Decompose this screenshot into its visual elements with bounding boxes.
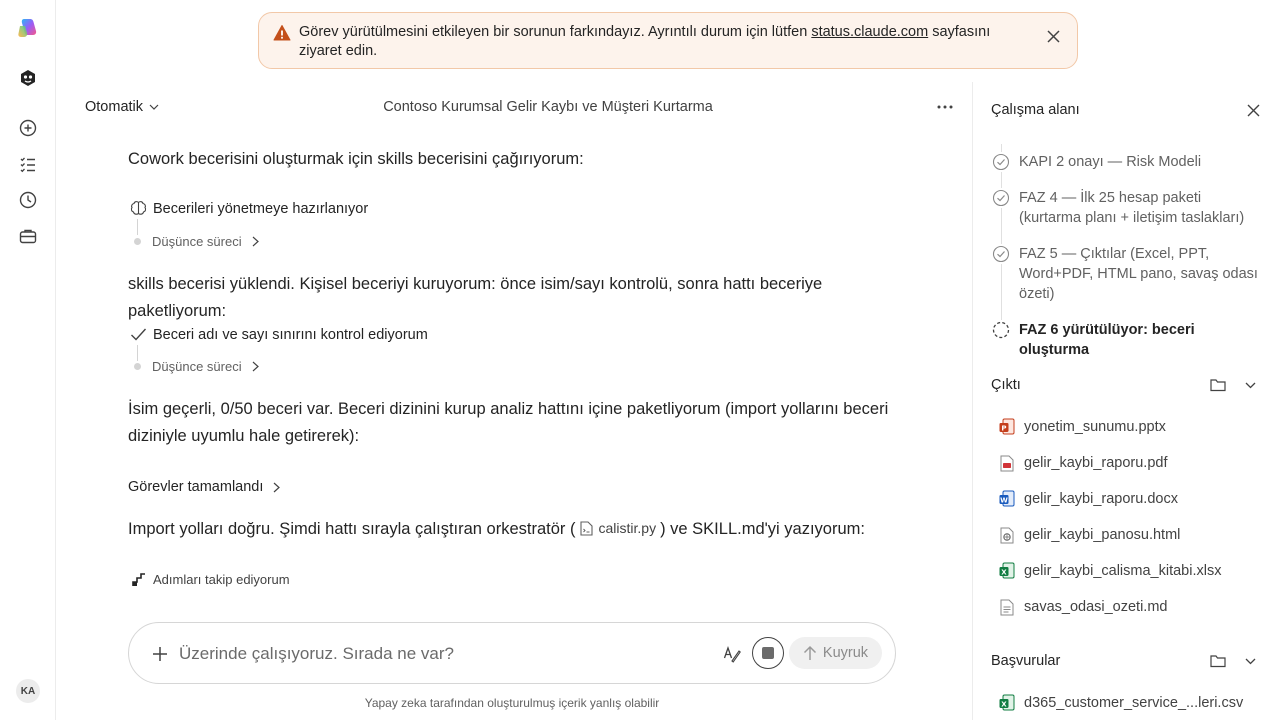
check-circle-icon [991, 188, 1011, 208]
python-file-icon [580, 521, 593, 536]
text-edit-icon [723, 645, 741, 663]
ai-disclaimer: Yapay zeka tarafından oluşturulmuş içerik yanlış olabilir [364, 696, 660, 710]
thought-label: Düşünce süreci [152, 359, 242, 374]
pptx-icon [999, 418, 1015, 436]
conversation-title: Contoso Kurumsal Gelir Kaybı ve Müşteri Kurtarma [383, 99, 713, 115]
close-icon [1047, 30, 1060, 43]
stop-button[interactable] [752, 637, 784, 669]
close-banner-button[interactable] [1043, 26, 1063, 46]
chevron-right-icon [273, 482, 280, 493]
workspace-panel [972, 82, 1280, 720]
message-text: Import yolları doğru. Şimdi hattı sırayla çalıştıran orkestratör ( [128, 520, 576, 538]
md-icon [999, 598, 1015, 616]
stop-icon [762, 647, 774, 659]
output-file-item[interactable] [999, 598, 1167, 616]
csv-icon [999, 694, 1015, 712]
assistant-message: Cowork becerisini oluşturmak için skills becerisini çağırıyorum: [128, 150, 584, 168]
milestone-label: FAZ 6 yürütülüyor: beceri oluşturma [1019, 322, 1195, 358]
queue-label: Kuyruk [822, 645, 869, 661]
step-item[interactable] [130, 200, 368, 217]
step-item[interactable] [130, 326, 428, 343]
chevron-down-icon [1245, 382, 1256, 389]
xlsx-icon [999, 562, 1015, 580]
message-composer [128, 622, 896, 684]
file-name: gelir_kaybi_panosu.html [1024, 527, 1181, 543]
tasks-completed-toggle[interactable] [128, 479, 280, 495]
check-circle-icon [991, 244, 1011, 264]
folder-icon [1210, 654, 1226, 668]
tools-button[interactable] [721, 643, 743, 665]
banner-text-before: Görev yürütülmesini etkileyen bir sorunun farkındayız. Ayrıntılı durum için lütfen [299, 24, 812, 40]
model-selector[interactable] [85, 99, 159, 115]
agent-icon[interactable] [16, 66, 40, 90]
chevron-right-icon [252, 361, 259, 372]
milestone-item [991, 152, 1261, 172]
history-clock-icon[interactable] [16, 188, 40, 212]
briefcase-icon[interactable] [16, 224, 40, 248]
milestone-item-active [991, 320, 1261, 360]
chevron-right-icon [252, 236, 259, 247]
collapse-output-button[interactable] [1239, 374, 1261, 396]
status-link[interactable]: status.claude.com [811, 24, 929, 40]
milestone-item [991, 188, 1261, 228]
check-circle-icon [991, 152, 1011, 172]
model-label: Otomatik [85, 99, 144, 115]
file-chip-label: calistir.py [598, 520, 657, 537]
warning-icon [273, 24, 291, 42]
milestone-item [991, 244, 1261, 304]
output-file-item[interactable] [999, 490, 1178, 508]
collapse-references-button[interactable] [1239, 650, 1261, 672]
thought-process-toggle[interactable] [134, 234, 259, 249]
left-rail [0, 0, 56, 720]
open-folder-button[interactable] [1207, 374, 1229, 396]
progress-spinner-icon [991, 320, 1011, 340]
arrow-up-icon [803, 645, 817, 661]
step-connector [137, 219, 138, 235]
message-input[interactable] [179, 641, 699, 667]
brain-icon [130, 200, 147, 217]
tracking-status [132, 572, 290, 587]
new-chat-icon[interactable] [16, 116, 40, 140]
docx-icon [999, 490, 1015, 508]
user-avatar[interactable]: KA [16, 679, 40, 703]
output-file-item[interactable] [999, 526, 1180, 544]
milestone-label: FAZ 5 — Çıktılar (Excel, PPT, Word+PDF, HTML pano, savaş odası özeti) [1019, 246, 1258, 302]
thought-process-toggle[interactable] [134, 359, 259, 374]
file-name: savas_odasi_ozeti.md [1024, 599, 1168, 615]
assistant-message: skills becerisi yüklendi. Kişisel beceriyi kuruyorum: önce isim/sayı kontrolü, sonra hattı beceriye paketliyorum: [128, 275, 823, 320]
references-section-header[interactable] [991, 650, 1261, 672]
output-section-header[interactable] [991, 374, 1261, 396]
folder-icon [1210, 378, 1226, 392]
close-panel-button[interactable] [1243, 100, 1263, 120]
more-options-button[interactable] [934, 97, 956, 117]
svg-text:X: X [1001, 700, 1007, 709]
file-name: gelir_kaybi_raporu.docx [1024, 491, 1178, 507]
open-folder-button[interactable] [1207, 650, 1229, 672]
plus-icon [152, 646, 168, 662]
file-name: d365_customer_service_...leri.csv [1024, 695, 1244, 711]
timeline-dot [134, 363, 141, 370]
status-banner [258, 12, 1078, 69]
close-icon [1247, 104, 1260, 117]
output-file-item[interactable] [999, 418, 1166, 436]
assistant-message: İsim geçerli, 0/50 beceri var. Beceri dizinini kurup analiz hattını içine paketliyorum (import yollarını beceri diziniyle uyumlu hale getirerek): [128, 400, 889, 445]
more-icon [937, 105, 953, 109]
html-icon [999, 526, 1015, 544]
banner-text-after: sayfasını ziyaret edin. [299, 24, 991, 59]
thought-label: Düşünce süreci [152, 234, 242, 249]
panel-title: Çalışma alanı [991, 102, 1080, 118]
chevron-down-icon [1245, 658, 1256, 665]
queue-button[interactable] [789, 637, 882, 669]
step-label: Beceri adı ve sayı sınırını kontrol ediyorum [153, 326, 428, 343]
output-file-item[interactable] [999, 562, 1221, 580]
tracking-label: Adımları takip ediyorum [153, 572, 290, 587]
step-label: Becerileri yönetmeye hazırlanıyor [153, 200, 369, 217]
file-name: yonetim_sunumu.pptx [1024, 419, 1166, 435]
timeline-dot [134, 238, 141, 245]
timeline-line [1001, 144, 1002, 334]
banner-message [299, 23, 1019, 61]
output-file-item[interactable] [999, 454, 1167, 472]
svg-text:P: P [1001, 424, 1007, 433]
add-attachment-button[interactable] [149, 643, 171, 665]
milestone-label: KAPI 2 onayı — Risk Modeli [1019, 154, 1202, 170]
task-list-icon[interactable] [16, 152, 40, 176]
message-text: ) ve SKILL.md'yi yazıyorum: [660, 520, 865, 538]
copilot-logo-icon[interactable] [16, 16, 40, 40]
file-chip[interactable] [576, 515, 661, 542]
svg-text:W: W [1000, 496, 1008, 505]
assistant-message [128, 516, 898, 543]
tasks-completed-label: Görevler tamamlandı [128, 479, 264, 495]
milestone-label: FAZ 4 — İlk 25 hesap paketi (kurtarma planı + iletişim taslakları) [1019, 190, 1245, 226]
pdf-icon [999, 454, 1015, 472]
file-name: gelir_kaybi_calisma_kitabi.xlsx [1024, 563, 1222, 579]
references-section-title: Başvurular [991, 653, 1061, 669]
file-name: gelir_kaybi_raporu.pdf [1024, 455, 1168, 471]
chevron-down-icon [149, 104, 159, 110]
svg-text:X: X [1001, 568, 1007, 577]
output-section-title: Çıktı [991, 377, 1021, 393]
steps-icon [132, 573, 146, 587]
reference-file-item[interactable] [999, 694, 1243, 712]
checkmark-icon [130, 326, 147, 343]
